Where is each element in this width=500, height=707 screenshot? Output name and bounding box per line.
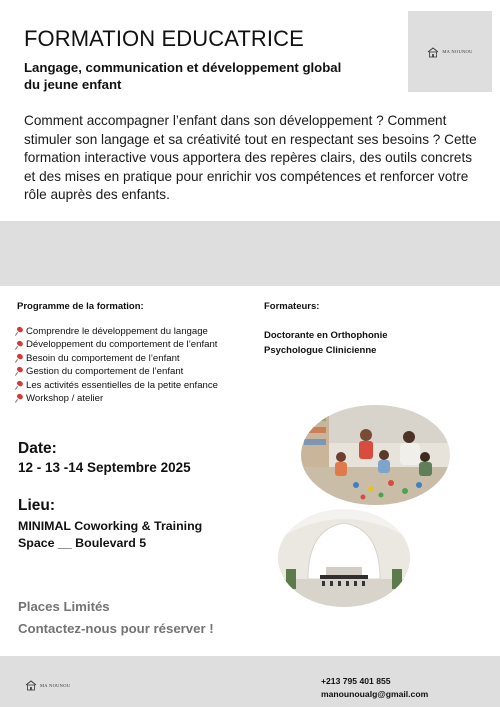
pushpin-icon — [15, 354, 24, 363]
programme-item-label: Comprendre le développement du langage — [26, 326, 208, 337]
lieu-label: Lieu: — [18, 497, 56, 514]
pushpin-icon — [15, 367, 24, 376]
programme-item-label: Développement du comportement de l’enfant — [26, 339, 218, 351]
coworking-hall-photo — [278, 509, 410, 607]
list-item — [15, 338, 218, 351]
pushpin-icon — [15, 394, 24, 403]
contact-cta-text: Contactez-nous pour réserver ! — [18, 621, 214, 636]
programme-list — [15, 325, 218, 405]
intro-paragraph: Comment accompagner l’enfant dans son développement ? Comment stimuler son langage et sa créativité tout en respectant ses besoins ? Cette formation interactive vous apportera des repères clairs, des outils concrets et des mises en pratique pour enrichir vos compétences et renforcer votre rôle auprès des enfants. — [24, 113, 477, 203]
email-address: manounoualg@gmail.com — [321, 688, 429, 699]
phone-number: +213 795 401 855 — [321, 676, 391, 686]
lieu-value: MINIMAL Coworking & Training Space __ Boulevard 5 — [18, 519, 203, 550]
list-item — [15, 352, 218, 365]
list-item — [15, 325, 218, 338]
date-label: Date: — [18, 440, 57, 457]
pushpin-icon — [15, 327, 24, 336]
formateur-item: Doctorante en Orthophonie — [264, 330, 388, 341]
places-limited-text: Places Limités — [18, 599, 110, 614]
list-item — [15, 392, 218, 405]
footer — [0, 656, 500, 707]
programme-item-label: Les activités essentielles de la petite enfance — [26, 379, 218, 391]
logo-box — [408, 11, 492, 92]
list-item — [15, 379, 218, 392]
logo-text: MA NOUNOU — [442, 49, 473, 54]
programme-item-label: Gestion du comportement de l’enfant — [26, 366, 184, 378]
programme-item-label: Workshop / atelier — [26, 393, 104, 405]
house-icon — [25, 679, 37, 691]
list-item — [15, 365, 218, 378]
page-subtitle: Langage, communication et développement global du jeune enfant — [24, 60, 342, 92]
children-playing-photo — [301, 405, 450, 505]
footer-logo — [25, 679, 70, 691]
programme-heading: Programme de la formation: — [17, 301, 144, 312]
page-title: FORMATION EDUCATRICE — [24, 26, 304, 51]
house-icon — [427, 46, 439, 58]
formateurs-heading: Formateurs: — [264, 301, 320, 312]
footer-logo-text: MA NOUNOU — [40, 682, 71, 688]
pushpin-icon — [15, 381, 24, 390]
programme-item-label: Besoin du comportement de l’enfant — [26, 352, 180, 364]
formateur-item: Psychologue Clinicienne — [264, 344, 377, 356]
footer-contact — [321, 675, 428, 700]
gray-band-divider — [0, 221, 500, 286]
formateurs-list — [264, 329, 388, 358]
pushpin-icon — [15, 341, 24, 350]
date-value: 12 - 13 -14 Septembre 2025 — [18, 460, 191, 475]
